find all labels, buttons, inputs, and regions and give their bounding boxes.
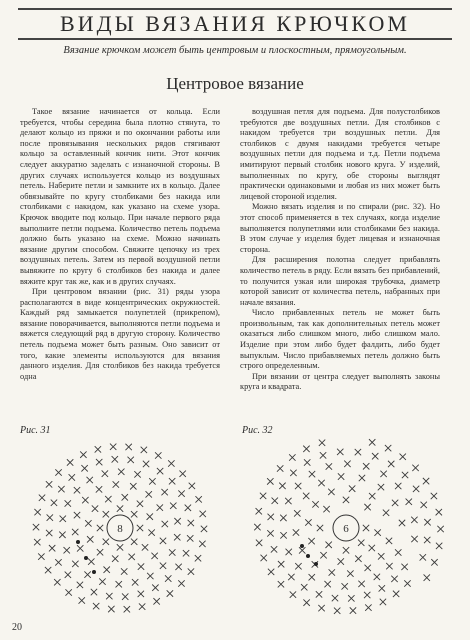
stitch-x-icon — [188, 568, 194, 574]
stitch-x-icon — [79, 597, 85, 603]
stitch-x-icon — [134, 471, 140, 477]
stitch-x-icon — [299, 547, 305, 553]
page-number: 20 — [12, 622, 22, 633]
stitch-x-icon — [112, 555, 118, 561]
stitch-x-icon — [320, 552, 326, 558]
stitch-x-icon — [60, 516, 66, 522]
stitch-x-icon — [295, 563, 301, 569]
stitch-x-icon — [74, 487, 80, 493]
stitch-x-icon — [122, 494, 128, 500]
stitch-x-icon — [178, 580, 184, 586]
stitch-x-icon — [378, 553, 384, 559]
stitch-x-icon — [82, 497, 88, 503]
stitch-x-icon — [402, 472, 408, 478]
stitch-x-icon — [420, 554, 426, 560]
stitch-x-icon — [294, 510, 300, 516]
stitch-x-icon — [65, 589, 71, 595]
stitch-x-icon — [124, 606, 130, 612]
stitch-x-icon — [349, 485, 355, 491]
section-title: Центровое вязание — [166, 74, 304, 93]
stitch-x-icon — [305, 519, 311, 525]
stitch-x-icon — [95, 446, 101, 452]
stitch-x-icon — [168, 460, 174, 466]
stitch-x-icon — [271, 546, 277, 552]
figure-31-label: Рис. 31 — [20, 425, 51, 436]
stitch-x-icon — [256, 540, 262, 546]
stitch-x-icon — [431, 559, 437, 565]
stitch-x-icon — [189, 483, 195, 489]
stitch-x-icon — [424, 574, 430, 580]
left-paragraph-2: При центровом вязании (рис. 31) ряды узора располагаются в виде концентрических окружностей. Каждый ряд замыкается полупетлей (прикрепом), вязание поворачивается, выполняются петли подъема и вяжется следующий ряд в другую сторону. Количество петель подъема может быть разным. Оно зависит от того, какие элементы используются для вязания данного изделия. Для столбиков без накида требуется одна — [20, 287, 220, 381]
stitch-x-icon — [169, 478, 175, 484]
stitch-x-icon — [130, 483, 136, 489]
stitch-x-icon — [268, 514, 274, 520]
stitch-x-icon — [39, 495, 45, 501]
stitch-x-icon — [369, 493, 375, 499]
stitch-x-icon — [85, 520, 91, 526]
stitch-x-icon — [199, 541, 205, 547]
crochet-diagram-31 — [22, 438, 222, 618]
stitch-x-icon — [87, 477, 93, 483]
stitch-x-icon — [59, 532, 65, 538]
slip-stitch-dot-icon — [306, 554, 310, 558]
stitch-x-icon — [386, 563, 392, 569]
stitch-x-icon — [343, 547, 349, 553]
stitch-x-icon — [96, 459, 102, 465]
stitch-x-icon — [332, 595, 338, 601]
stitch-x-icon — [290, 470, 296, 476]
stitch-x-icon — [260, 493, 266, 499]
stitch-x-icon — [178, 490, 184, 496]
stitch-x-icon — [175, 564, 181, 570]
stitch-x-icon — [424, 537, 430, 543]
stitch-x-icon — [355, 449, 361, 455]
stitch-x-icon — [363, 525, 369, 531]
crochet-diagram-32 — [248, 438, 448, 618]
stitch-x-icon — [280, 532, 286, 538]
stitch-x-icon — [92, 505, 98, 511]
stitch-x-icon — [108, 606, 114, 612]
stitch-x-icon — [424, 519, 430, 525]
stitch-x-icon — [46, 530, 52, 536]
stitch-x-icon — [437, 526, 443, 532]
page-title: ВИДЫ ВЯЗАНИЯ КРЮЧКОМ — [18, 8, 452, 40]
stitch-x-icon — [167, 590, 173, 596]
stitch-x-icon — [320, 452, 326, 458]
stitch-x-icon — [304, 459, 310, 465]
stitch-x-icon — [55, 559, 61, 565]
stitch-x-icon — [355, 556, 361, 562]
stitch-x-icon — [55, 469, 61, 475]
stitch-x-icon — [138, 591, 144, 597]
stitch-x-icon — [317, 525, 323, 531]
stitch-x-icon — [326, 463, 332, 469]
stitch-x-icon — [374, 529, 380, 535]
stitch-x-icon — [143, 461, 149, 467]
stitch-x-icon — [378, 484, 384, 490]
right-paragraph-5: При вязании от центра следует выполнять законы круга и квадрата. — [240, 371, 440, 392]
stitch-x-icon — [395, 549, 401, 555]
stitch-x-icon — [364, 565, 370, 571]
stitch-x-icon — [348, 595, 354, 601]
center-number: 6 — [343, 523, 349, 535]
stitch-x-icon — [323, 506, 329, 512]
stitch-x-icon — [160, 538, 166, 544]
stitch-x-icon — [142, 544, 148, 550]
stitch-x-icon — [334, 608, 340, 614]
stitch-x-icon — [278, 581, 284, 587]
stitch-x-icon — [127, 457, 133, 463]
stitch-x-icon — [122, 593, 128, 599]
right-paragraph-2: Можно вязать изделия и по спирали (рис. 32). Но этот способ применяется в тех случаях, когда изделие выполняется полупетлями или столбиками без накида. В этом случае у изделия будет лицевая и изнаночная сторона. — [240, 202, 440, 254]
stitch-x-icon — [105, 496, 111, 502]
stitch-x-icon — [201, 526, 207, 532]
stitch-x-icon — [147, 513, 153, 519]
stitch-x-icon — [139, 603, 145, 609]
stitch-x-icon — [303, 493, 309, 499]
stitch-x-icon — [358, 581, 364, 587]
stitch-x-icon — [161, 489, 167, 495]
stitch-x-icon — [106, 593, 112, 599]
stitch-x-icon — [338, 558, 344, 564]
stitch-x-icon — [278, 561, 284, 567]
stitch-x-icon — [318, 480, 324, 486]
stitch-x-icon — [279, 483, 285, 489]
right-paragraph-4: Число прибавленных петель не может быть произвольным, так как дополнительных петель может оказаться либо слишком много, либо слишком мало. Изделие при этом либо будет фалдить, либо будет выпуклым. Число прибавляемых петель должно быть строго определенным. — [240, 308, 440, 371]
stitch-x-icon — [256, 508, 262, 514]
stitch-x-icon — [179, 471, 185, 477]
stitch-x-icon — [153, 598, 159, 604]
stitch-x-icon — [261, 555, 267, 561]
stitch-x-icon — [47, 514, 53, 520]
stitch-x-icon — [325, 542, 331, 548]
stitch-x-icon — [413, 486, 419, 492]
stitch-x-icon — [141, 447, 147, 453]
stitch-x-icon — [77, 582, 83, 588]
stitch-x-icon — [436, 509, 442, 515]
stitch-x-icon — [380, 471, 386, 477]
stitch-x-icon — [188, 520, 194, 526]
stitch-x-icon — [160, 563, 166, 569]
stitch-x-icon — [58, 486, 64, 492]
stitch-x-icon — [374, 574, 380, 580]
stitch-x-icon — [411, 536, 417, 542]
stitch-x-icon — [295, 483, 301, 489]
stitch-x-icon — [364, 504, 370, 510]
stitch-x-icon — [118, 469, 124, 475]
stitch-x-icon — [364, 592, 370, 598]
stitch-x-icon — [343, 497, 349, 503]
stitch-x-icon — [74, 512, 80, 518]
slip-stitch-dot-icon — [314, 562, 318, 566]
stitch-x-icon — [379, 585, 385, 591]
stitch-x-icon — [157, 468, 163, 474]
stitch-x-icon — [267, 478, 273, 484]
stitch-x-icon — [170, 503, 176, 509]
stitch-x-icon — [137, 501, 143, 507]
stitch-x-icon — [110, 444, 116, 450]
stitch-x-icon — [51, 500, 57, 506]
stitch-x-icon — [254, 524, 260, 530]
stitch-x-icon — [363, 463, 369, 469]
stitch-x-icon — [399, 520, 405, 526]
stitch-x-icon — [112, 456, 118, 462]
slip-stitch-dot-icon — [84, 556, 88, 560]
stitch-x-icon — [138, 563, 144, 569]
stitch-x-icon — [347, 570, 353, 576]
stitch-x-icon — [280, 515, 286, 521]
stitch-x-icon — [380, 599, 386, 605]
stitch-x-icon — [103, 539, 109, 545]
stitch-x-icon — [87, 536, 93, 542]
stitch-x-icon — [301, 584, 307, 590]
stitch-x-icon — [319, 440, 325, 446]
stitch-x-icon — [65, 500, 71, 506]
stitch-x-icon — [147, 573, 153, 579]
stitch-x-icon — [103, 511, 109, 517]
stitch-x-icon — [99, 578, 105, 584]
stitch-x-icon — [67, 459, 73, 465]
stitch-x-icon — [309, 471, 315, 477]
stitch-x-icon — [116, 581, 122, 587]
left-paragraph-1: Такое вязание начинается от кольца. Если требуется, чтобы середина была плотно стянута, то делают кольцо из пряжи и по окончании работы или после провязывания нескольких рядов стягивают кольцо за оставленный кончик нити. Этот кончик следует аккуратно заделать с изнаночной стороны. В других случаях используется кольцо из воздушных петель. Наберите петли и замкните их в кольцо. Далее обвязывайте по кругу столбиками без накида или столбиками с накидом, как указано на схеме узора. Крючок вводите под кольцо. При начале первого ряда выполните петли подъема. Количество петель подъема должно быть указано на схеме. Можно начинать вязание другим способом. Свяжите цепочку из трех воздушных петель. Затем из первой воздушной петли вывяжите по кругу 6 столбиков без накида и далее вяжите круг так же, как и в других случаях. — [20, 107, 220, 286]
stitch-x-icon — [316, 591, 322, 597]
stitch-x-icon — [33, 524, 39, 530]
stitch-x-icon — [195, 496, 201, 502]
stitch-x-icon — [183, 550, 189, 556]
stitch-x-icon — [146, 491, 152, 497]
stitch-x-icon — [137, 525, 143, 531]
stitch-x-icon — [131, 511, 137, 517]
stitch-x-icon — [104, 567, 110, 573]
stitch-x-icon — [392, 500, 398, 506]
stitch-x-icon — [406, 499, 412, 505]
stitch-x-icon — [45, 567, 51, 573]
stitch-x-icon — [125, 444, 131, 450]
stitch-x-icon — [132, 579, 138, 585]
stitch-x-icon — [338, 473, 344, 479]
stitch-x-icon — [49, 545, 55, 551]
stitch-x-icon — [318, 605, 324, 611]
stitch-x-icon — [350, 607, 356, 613]
stitch-x-icon — [391, 576, 397, 582]
slip-stitch-dot-icon — [300, 544, 304, 548]
stitch-x-icon — [72, 561, 78, 567]
figure-32-label: Рис. 32 — [242, 425, 273, 436]
stitch-x-icon — [329, 569, 335, 575]
stitch-x-icon — [80, 451, 86, 457]
stitch-x-icon — [187, 535, 193, 541]
stitch-x-icon — [290, 591, 296, 597]
stitch-x-icon — [185, 505, 191, 511]
stitch-x-icon — [288, 574, 294, 580]
stitch-x-icon — [200, 511, 206, 517]
stitch-x-icon — [393, 591, 399, 597]
stitch-x-icon — [401, 564, 407, 570]
stitch-x-icon — [174, 518, 180, 524]
stitch-x-icon — [359, 475, 365, 481]
stitch-x-icon — [383, 510, 389, 516]
stitch-x-icon — [289, 454, 295, 460]
stitch-x-icon — [174, 534, 180, 540]
stitch-x-icon — [128, 554, 134, 560]
stitch-x-icon — [423, 478, 429, 484]
stitch-x-icon — [34, 539, 40, 545]
stitch-x-icon — [113, 481, 119, 487]
stitch-x-icon — [268, 569, 274, 575]
stitch-x-icon — [102, 470, 108, 476]
stitch-x-icon — [121, 568, 127, 574]
stitch-x-icon — [303, 599, 309, 605]
stitch-x-icon — [81, 465, 87, 471]
stitch-x-icon — [84, 571, 90, 577]
stitch-x-icon — [88, 558, 94, 564]
stitch-x-icon — [372, 453, 378, 459]
stitch-x-icon — [38, 553, 44, 559]
stitch-x-icon — [385, 445, 391, 451]
stitch-x-icon — [369, 439, 375, 445]
stitch-x-icon — [64, 547, 70, 553]
stitch-x-icon — [312, 501, 318, 507]
stitch-x-icon — [386, 538, 392, 544]
stitch-x-icon — [149, 478, 155, 484]
stitch-x-icon — [77, 545, 83, 551]
stitch-x-icon — [303, 446, 309, 452]
stitch-x-icon — [117, 544, 123, 550]
stitch-x-icon — [151, 553, 157, 559]
stitch-x-icon — [369, 545, 375, 551]
stitch-x-icon — [272, 498, 278, 504]
stitch-x-icon — [93, 603, 99, 609]
stitch-x-icon — [436, 543, 442, 549]
stitch-x-icon — [155, 452, 161, 458]
stitch-x-icon — [277, 465, 283, 471]
stitch-x-icon — [54, 579, 60, 585]
left-text-column — [20, 107, 220, 382]
stitch-x-icon — [195, 555, 201, 561]
stitch-x-icon — [162, 521, 168, 527]
stitch-x-icon — [342, 583, 348, 589]
stitch-x-icon — [358, 540, 364, 546]
stitch-x-icon — [344, 461, 350, 467]
slip-stitch-dot-icon — [92, 570, 96, 574]
stitch-x-icon — [97, 525, 103, 531]
page-subtitle: Вязание крючком может быть центровым и плоскостным, прямоугольным. — [63, 45, 407, 56]
stitch-x-icon — [421, 502, 427, 508]
stitch-x-icon — [72, 529, 78, 535]
stitch-x-icon — [117, 505, 123, 511]
stitch-x-icon — [34, 509, 40, 515]
right-paragraph-3: Для расширения полотна следует прибавлять количество петель в ряду. Если вязать без прибавлений, то получится узкая или широкая трубочка, диаметр которой зависит от количества петель, набранных при начале вязания. — [240, 255, 440, 307]
stitch-x-icon — [431, 493, 437, 499]
stitch-x-icon — [411, 517, 417, 523]
stitch-x-icon — [91, 589, 97, 595]
stitch-x-icon — [148, 529, 154, 535]
stitch-x-icon — [404, 580, 410, 586]
stitch-x-icon — [152, 584, 158, 590]
stitch-x-icon — [267, 530, 273, 536]
stitch-x-icon — [328, 489, 334, 495]
stitch-x-icon — [157, 504, 163, 510]
stitch-x-icon — [309, 574, 315, 580]
stitch-x-icon — [293, 529, 299, 535]
stitch-x-icon — [65, 572, 71, 578]
center-number: 8 — [117, 523, 123, 535]
stitch-x-icon — [169, 549, 175, 555]
stitch-x-icon — [285, 498, 291, 504]
right-paragraph-1: воздушная петля для подъема. Для полустолбиков требуются две воздушных петли. Для столбиков с накидом требуется три воздушных петли. Для столбиков с двумя накидами требуется четыре воздушных петли для подъема и т.д. Петли подъема имитируют первый столбик нового круга. У изделий, выполненных по кругу, обе стороны выглядят практически одинаковыми и любая из них может быть лицевой стороной изделия. — [240, 107, 440, 201]
stitch-x-icon — [388, 461, 394, 467]
right-text-column — [240, 107, 440, 393]
stitch-x-icon — [365, 604, 371, 610]
stitch-x-icon — [131, 539, 137, 545]
stitch-x-icon — [400, 454, 406, 460]
stitch-x-icon — [46, 481, 52, 487]
stitch-x-icon — [69, 474, 75, 480]
stitch-x-icon — [308, 538, 314, 544]
stitch-x-icon — [395, 483, 401, 489]
stitch-x-icon — [324, 581, 330, 587]
stitch-x-icon — [286, 549, 292, 555]
stitch-x-icon — [97, 549, 103, 555]
stitch-x-icon — [337, 449, 343, 455]
stitch-x-icon — [165, 575, 171, 581]
slip-stitch-dot-icon — [76, 540, 80, 544]
stitch-x-icon — [96, 486, 102, 492]
stitch-x-icon — [412, 465, 418, 471]
